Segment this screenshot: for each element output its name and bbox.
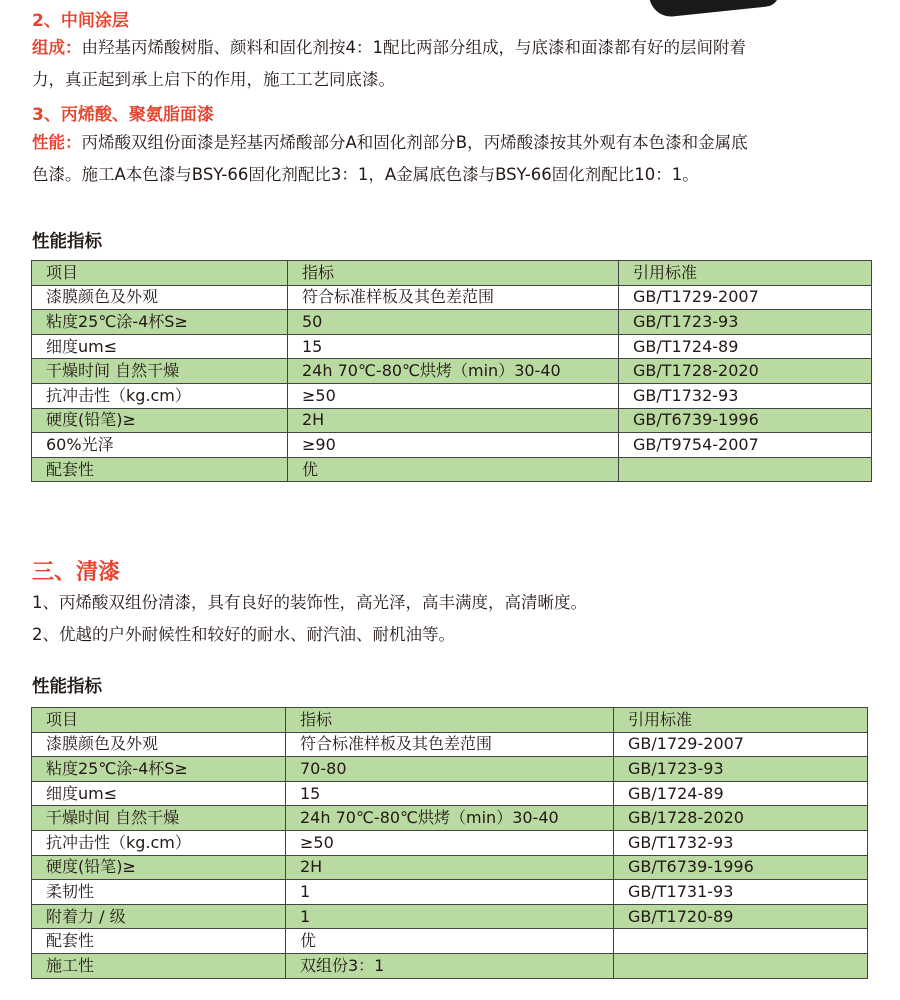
table-row: [32, 334, 872, 359]
table-cell: ≥50: [286, 830, 614, 855]
table-header-cell: 引用标准: [614, 708, 868, 733]
table-cell: GB/T1731-93: [614, 880, 868, 905]
table-row: [32, 880, 868, 905]
table-row: [32, 929, 868, 954]
table-cell: ≥50: [288, 383, 619, 408]
table-header-cell: 指标: [288, 261, 619, 286]
table-cell: GB/T1724-89: [619, 334, 872, 359]
clearcoat-description: [32, 587, 882, 651]
table-cell: 漆膜颜色及外观: [32, 285, 288, 310]
table-row: [32, 953, 868, 978]
table-header-row: [32, 261, 872, 286]
table-1-title: 性能指标: [32, 232, 102, 252]
table-row: [32, 904, 868, 929]
table-cell: 细度um≤: [32, 781, 286, 806]
section-3-heading: 3、丙烯酸、聚氨脂面漆: [32, 105, 214, 125]
table-cell: GB/1728-2020: [614, 806, 868, 831]
table-cell: 优: [286, 929, 614, 954]
table-header-cell: 项目: [32, 261, 288, 286]
performance-paragraph: [32, 127, 882, 191]
performance-table-2: [31, 707, 868, 979]
clearcoat-line-2: 2、优越的户外耐候性和较好的耐水、耐汽油、耐机油等。: [32, 625, 455, 644]
table-row: [32, 383, 872, 408]
table-cell: 双组份3：1: [286, 953, 614, 978]
table-cell: GB/T1720-89: [614, 904, 868, 929]
table-row: [32, 855, 868, 880]
table-cell: 配套性: [32, 457, 288, 482]
table-cell: 15: [286, 781, 614, 806]
table-cell: 柔韧性: [32, 880, 286, 905]
table-header-cell: 指标: [286, 708, 614, 733]
table-cell: 70-80: [286, 757, 614, 782]
composition-line-2: 力，真正起到承上启下的作用，施工工艺同底漆。: [32, 70, 395, 89]
table-header-cell: 项目: [32, 708, 286, 733]
table-cell: GB/T1732-93: [619, 383, 872, 408]
table-cell: GB/T1729-2007: [619, 285, 872, 310]
table-cell: GB/T6739-1996: [619, 408, 872, 433]
table-cell: [614, 953, 868, 978]
table-cell: 干燥时间 自然干燥: [32, 359, 288, 384]
clearcoat-line-1: 1、丙烯酸双组份清漆，具有良好的装饰性，高光泽，高丰满度，高清晰度。: [32, 593, 587, 612]
table-row: [32, 359, 872, 384]
table-row: [32, 457, 872, 482]
table-cell: 细度um≤: [32, 334, 288, 359]
section-2-heading: 2、中间涂层: [32, 11, 129, 31]
performance-line-2: 色漆。施工A本色漆与BSY-66固化剂配比3：1，A金属底色漆与BSY-66固化剂配比10：1。: [32, 165, 699, 184]
table-cell: 2H: [288, 408, 619, 433]
table-cell: 附着力 / 级: [32, 904, 286, 929]
table-cell: 配套性: [32, 929, 286, 954]
table-cell: [619, 457, 872, 482]
table-row: [32, 806, 868, 831]
table-row: [32, 310, 872, 335]
table-cell: 24h 70℃-80℃烘烤（min）30-40: [288, 359, 619, 384]
performance-label: 性能：: [32, 133, 82, 152]
table-header-row: [32, 708, 868, 733]
composition-label: 组成：: [32, 38, 82, 57]
table-cell: ≥90: [288, 433, 619, 458]
table-cell: 粘度25℃涂-4杯S≥: [32, 757, 286, 782]
table-cell: GB/T1732-93: [614, 830, 868, 855]
table-header-cell: 引用标准: [619, 261, 872, 286]
product-image-fragment: [649, 0, 781, 19]
table-cell: 漆膜颜色及外观: [32, 732, 286, 757]
table-row: [32, 732, 868, 757]
table-cell: GB/T9754-2007: [619, 433, 872, 458]
table-cell: 抗冲击性（kg.cm）: [32, 383, 288, 408]
table-cell: [614, 929, 868, 954]
table-cell: GB/T1728-2020: [619, 359, 872, 384]
table-cell: 60%光泽: [32, 433, 288, 458]
performance-line-1: 丙烯酸双组份面漆是羟基丙烯酸部分A和固化剂部分B，丙烯酸漆按其外观有本色漆和金属底: [81, 133, 748, 152]
table-row: [32, 433, 872, 458]
table-cell: 15: [288, 334, 619, 359]
table-cell: GB/1729-2007: [614, 732, 868, 757]
table-cell: 符合标准样板及其色差范围: [288, 285, 619, 310]
performance-table-1: [31, 260, 872, 482]
table-cell: GB/T1723-93: [619, 310, 872, 335]
table-cell: 1: [286, 904, 614, 929]
table-cell: 硬度(铅笔)≥: [32, 855, 286, 880]
table-cell: 24h 70℃-80℃烘烤（min）30-40: [286, 806, 614, 831]
table-cell: GB/1724-89: [614, 781, 868, 806]
composition-line-1: 由羟基丙烯酸树脂、颜料和固化剂按4：1配比两部分组成，与底漆和面漆都有好的层间附着: [81, 38, 746, 57]
table-cell: 施工性: [32, 953, 286, 978]
table-cell: 优: [288, 457, 619, 482]
table-cell: GB/T6739-1996: [614, 855, 868, 880]
table-cell: 硬度(铅笔)≥: [32, 408, 288, 433]
table-cell: 抗冲击性（kg.cm）: [32, 830, 286, 855]
table-cell: GB/1723-93: [614, 757, 868, 782]
table-cell: 粘度25℃涂-4杯S≥: [32, 310, 288, 335]
table-2-title: 性能指标: [32, 677, 102, 697]
table-cell: 2H: [286, 855, 614, 880]
table-row: [32, 757, 868, 782]
clearcoat-heading: 三、清漆: [32, 560, 121, 585]
table-row: [32, 285, 872, 310]
table-row: [32, 830, 868, 855]
table-row: [32, 408, 872, 433]
table-cell: 符合标准样板及其色差范围: [286, 732, 614, 757]
table-cell: 1: [286, 880, 614, 905]
table-cell: 50: [288, 310, 619, 335]
table-row: [32, 781, 868, 806]
table-cell: 干燥时间 自然干燥: [32, 806, 286, 831]
composition-paragraph: [32, 32, 882, 96]
